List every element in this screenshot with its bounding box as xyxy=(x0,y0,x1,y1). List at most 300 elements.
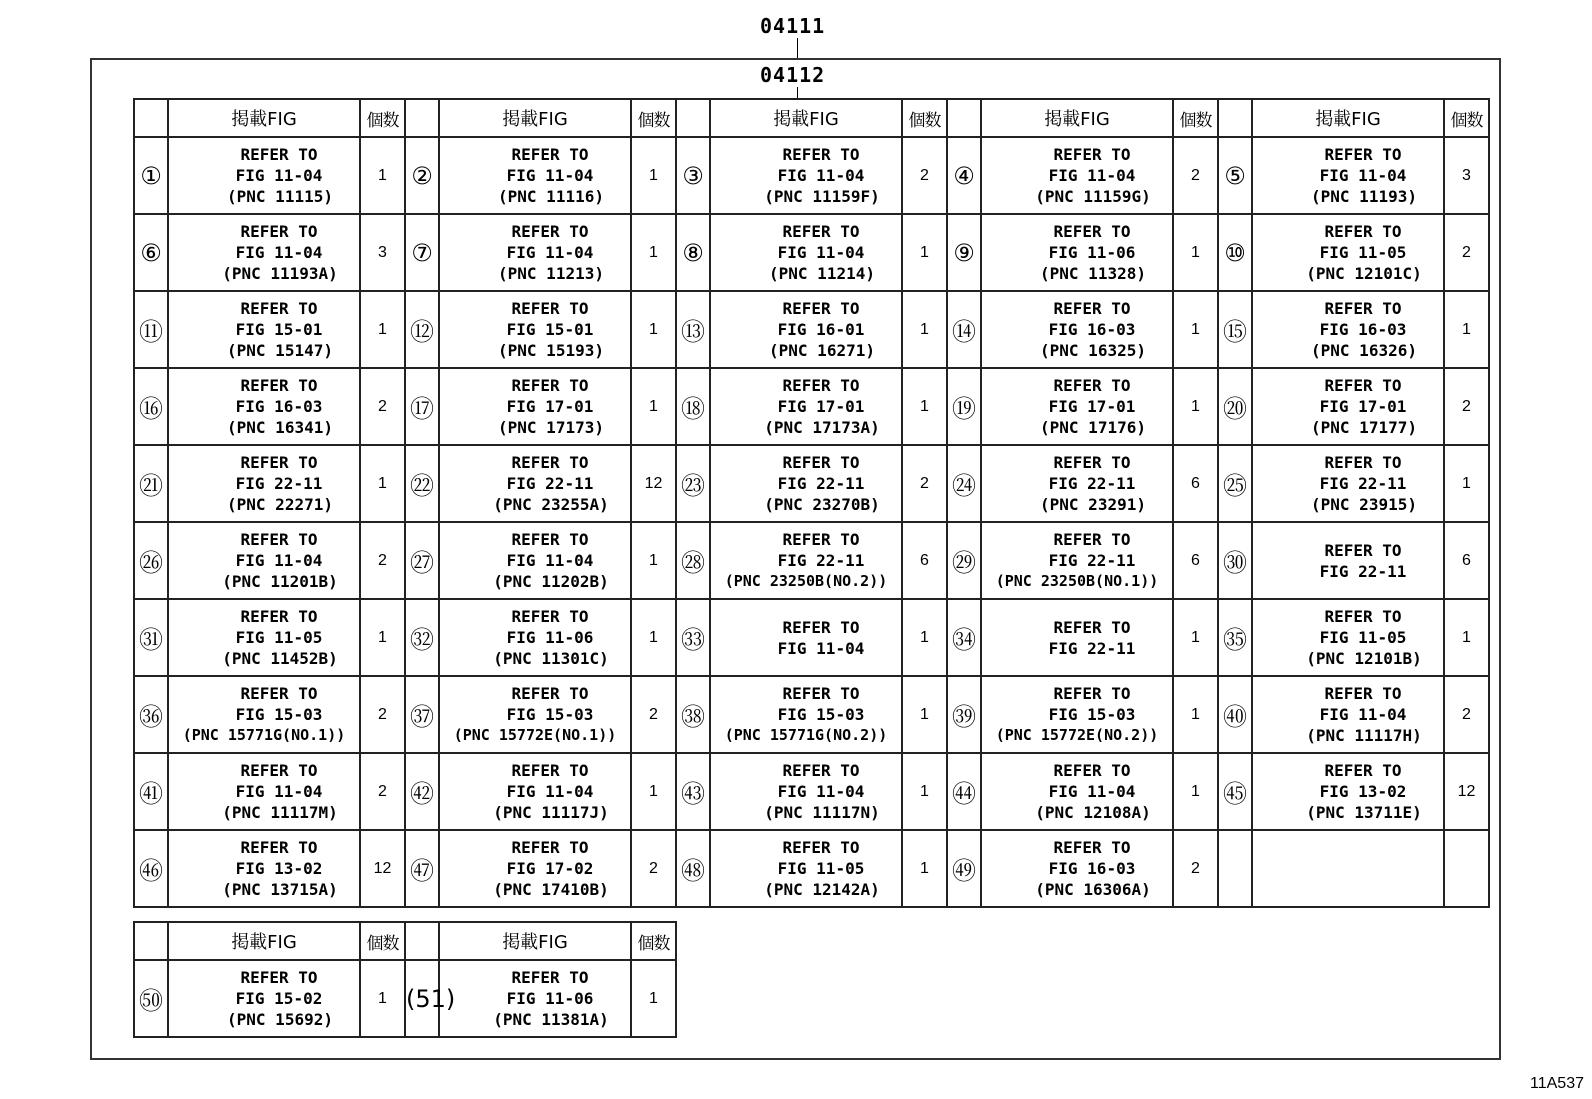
quantity: 2 xyxy=(902,445,947,522)
refer-to-text: REFER TO xyxy=(240,684,318,703)
pnc-number: (PNC 11117M) xyxy=(222,803,338,822)
refer-to-text: REFER TO xyxy=(782,617,860,637)
refer-to-text: REFER TO xyxy=(782,684,860,703)
quantity: 2 xyxy=(1444,676,1489,753)
refer-to-text: REFER TO xyxy=(1053,222,1131,241)
header-qty: 個数 xyxy=(902,99,947,137)
fig-reference: FIG 11-06 xyxy=(506,628,594,647)
pnc-number: (PNC 11301C) xyxy=(493,649,609,668)
fig-reference: FIG 11-04 xyxy=(777,638,865,658)
fig-reference: FIG 11-04 xyxy=(235,243,323,262)
quantity: 1 xyxy=(631,214,676,291)
fig-reference: FIG 22-11 xyxy=(1319,474,1407,493)
reference-cell xyxy=(168,960,360,1037)
item-number: ㊹ xyxy=(947,753,981,830)
pnc-number: (PNC 16326) xyxy=(1311,341,1417,360)
quantity: 3 xyxy=(360,214,405,291)
quantity: 1 xyxy=(360,291,405,368)
header-num-cell xyxy=(134,99,168,137)
refer-to-text: REFER TO xyxy=(240,761,318,780)
fig-reference: FIG 11-04 xyxy=(777,166,865,185)
quantity: 2 xyxy=(1173,137,1218,214)
refer-to-text: REFER TO xyxy=(240,968,318,987)
reference-cell xyxy=(439,291,631,368)
pnc-number: (PNC 15771G(NO.2)) xyxy=(724,726,888,744)
fig-reference: FIG 11-05 xyxy=(235,628,323,647)
item-number xyxy=(1218,830,1252,907)
quantity: 1 xyxy=(1173,753,1218,830)
item-number: ㉒ xyxy=(405,445,439,522)
reference-cell xyxy=(710,676,902,753)
pnc-number: (PNC 11115) xyxy=(227,187,333,206)
reference-table-main xyxy=(133,98,1490,908)
quantity: 1 xyxy=(360,445,405,522)
quantity: 1 xyxy=(631,137,676,214)
fig-reference: FIG 15-01 xyxy=(235,320,323,339)
reference-cell xyxy=(439,830,631,907)
pnc-number: (PNC 11116) xyxy=(498,187,604,206)
fig-reference: FIG 11-04 xyxy=(1048,166,1136,185)
refer-to-text: REFER TO xyxy=(511,684,589,703)
item-number: ⑪ xyxy=(134,291,168,368)
pnc-number: (PNC 15147) xyxy=(227,341,333,360)
reference-cell xyxy=(981,599,1173,676)
reference-cell xyxy=(710,291,902,368)
refer-to-text: REFER TO xyxy=(1324,453,1402,472)
pnc-number: (PNC 12101C) xyxy=(1306,264,1422,283)
fig-reference: FIG 22-11 xyxy=(777,551,865,570)
item-number: ㊼ xyxy=(405,830,439,907)
quantity: 2 xyxy=(360,522,405,599)
reference-table-extra xyxy=(133,921,677,1038)
reference-cell xyxy=(710,368,902,445)
fig-reference: FIG 17-02 xyxy=(506,859,594,878)
reference-cell xyxy=(439,214,631,291)
refer-to-text: REFER TO xyxy=(782,145,860,164)
quantity: 1 xyxy=(360,960,405,1037)
refer-to-text: REFER TO xyxy=(1053,684,1131,703)
fig-reference: FIG 17-01 xyxy=(1319,397,1407,416)
fig-reference: FIG 13-02 xyxy=(1319,782,1407,801)
refer-to-text: REFER TO xyxy=(240,838,318,857)
item-number: ㉘ xyxy=(676,522,710,599)
item-number: ㊶ xyxy=(134,753,168,830)
quantity: 6 xyxy=(1444,522,1489,599)
fig-reference: FIG 15-02 xyxy=(235,989,323,1008)
fig-reference: FIG 11-04 xyxy=(235,166,323,185)
refer-to-text: REFER TO xyxy=(511,299,589,318)
refer-to-text: REFER TO xyxy=(511,376,589,395)
item-number: ㉚ xyxy=(1218,522,1252,599)
quantity: 1 xyxy=(902,291,947,368)
item-number: ㊴ xyxy=(947,676,981,753)
fig-reference: FIG 11-06 xyxy=(1048,243,1136,262)
reference-cell xyxy=(168,137,360,214)
reference-cell xyxy=(168,214,360,291)
refer-to-text: REFER TO xyxy=(240,145,318,164)
quantity: 1 xyxy=(631,599,676,676)
item-number: ㉖ xyxy=(134,522,168,599)
fig-reference: FIG 11-04 xyxy=(506,551,594,570)
item-number: ⑭ xyxy=(947,291,981,368)
reference-cell xyxy=(981,522,1173,599)
fig-reference: FIG 16-01 xyxy=(777,320,865,339)
refer-to-text: REFER TO xyxy=(511,453,589,472)
pnc-number: (PNC 23270B) xyxy=(764,495,880,514)
reference-cell xyxy=(439,676,631,753)
quantity: 1 xyxy=(1173,368,1218,445)
pnc-number: (PNC 11214) xyxy=(769,264,875,283)
pnc-number: (PNC 11201B) xyxy=(222,572,338,591)
header-qty: 個数 xyxy=(631,922,676,960)
fig-reference: FIG 16-03 xyxy=(1048,320,1136,339)
quantity: 2 xyxy=(1444,368,1489,445)
header-qty: 個数 xyxy=(360,922,405,960)
pnc-number: (PNC 15193) xyxy=(498,341,604,360)
table-row xyxy=(134,599,1489,676)
refer-to-text: REFER TO xyxy=(782,222,860,241)
pnc-number: (PNC 13715A) xyxy=(222,880,338,899)
fig-reference: FIG 15-03 xyxy=(777,705,865,724)
header-fig: 掲載FIG xyxy=(710,99,902,137)
header-fig: 掲載FIG xyxy=(439,922,631,960)
table-row xyxy=(134,137,1489,214)
item-number: ㉜ xyxy=(405,599,439,676)
reference-cell xyxy=(710,753,902,830)
fig-reference: FIG 11-04 xyxy=(1319,166,1407,185)
refer-to-text: REFER TO xyxy=(1324,222,1402,241)
pnc-number: (PNC 17410B) xyxy=(493,880,609,899)
pnc-number: (PNC 12108A) xyxy=(1035,803,1151,822)
refer-to-text: REFER TO xyxy=(1053,617,1131,637)
pnc-number: (PNC 11159F) xyxy=(764,187,880,206)
refer-to-text: REFER TO xyxy=(511,761,589,780)
fig-reference: FIG 15-03 xyxy=(506,705,594,724)
pnc-number: (PNC 11117J) xyxy=(493,803,609,822)
pnc-number: (PNC 11452B) xyxy=(222,649,338,668)
item-number: ⑫ xyxy=(405,291,439,368)
quantity: 2 xyxy=(1173,830,1218,907)
header-fig: 掲載FIG xyxy=(981,99,1173,137)
reference-cell xyxy=(1252,445,1444,522)
refer-to-text: REFER TO xyxy=(1053,299,1131,318)
fig-reference: FIG 22-11 xyxy=(1048,474,1136,493)
reference-cell xyxy=(439,137,631,214)
fig-reference: FIG 15-03 xyxy=(235,705,323,724)
pnc-number: (PNC 23291) xyxy=(1040,495,1146,514)
fig-reference: FIG 11-04 xyxy=(1048,782,1136,801)
refer-to-text: REFER TO xyxy=(511,222,589,241)
item-number: ㉕ xyxy=(1218,445,1252,522)
fig-reference: FIG 22-11 xyxy=(506,474,594,493)
table-row xyxy=(134,445,1489,522)
fig-reference: FIG 16-03 xyxy=(1319,320,1407,339)
refer-to-text: REFER TO xyxy=(1053,761,1131,780)
fig-reference: FIG 11-04 xyxy=(506,782,594,801)
table-row xyxy=(134,291,1489,368)
refer-to-text: REFER TO xyxy=(511,968,589,987)
refer-to-text: REFER TO xyxy=(1053,145,1131,164)
item-number: ㊸ xyxy=(676,753,710,830)
fig-reference: FIG 11-04 xyxy=(506,243,594,262)
fig-reference: FIG 11-04 xyxy=(1319,705,1407,724)
item-number: ㉞ xyxy=(947,599,981,676)
table-header-row xyxy=(134,99,1489,137)
header-qty: 個数 xyxy=(1444,99,1489,137)
quantity: 12 xyxy=(1444,753,1489,830)
quantity: 1 xyxy=(1444,291,1489,368)
item-number: ㊺ xyxy=(1218,753,1252,830)
pnc-number: (PNC 16306A) xyxy=(1035,880,1151,899)
item-number: ㉝ xyxy=(676,599,710,676)
fig-reference: FIG 11-05 xyxy=(777,859,865,878)
pnc-number: (PNC 11193) xyxy=(1311,187,1417,206)
header-fig: 掲載FIG xyxy=(168,922,360,960)
quantity: 2 xyxy=(360,368,405,445)
quantity: 1 xyxy=(631,368,676,445)
header-qty: 個数 xyxy=(360,99,405,137)
reference-cell xyxy=(439,599,631,676)
reference-cell xyxy=(981,830,1173,907)
refer-to-text: REFER TO xyxy=(782,838,860,857)
refer-to-text: REFER TO xyxy=(511,145,589,164)
reference-cell xyxy=(168,368,360,445)
quantity: 1 xyxy=(902,368,947,445)
reference-cell xyxy=(1252,137,1444,214)
fig-reference: FIG 13-02 xyxy=(235,859,323,878)
refer-to-text: REFER TO xyxy=(1324,540,1402,560)
reference-cell xyxy=(439,368,631,445)
item-number: ㉗ xyxy=(405,522,439,599)
item-number: ④ xyxy=(947,137,981,214)
pnc-number: (PNC 23915) xyxy=(1311,495,1417,514)
quantity: 2 xyxy=(631,676,676,753)
item-number: ㉑ xyxy=(134,445,168,522)
reference-cell xyxy=(981,445,1173,522)
table-row xyxy=(134,522,1489,599)
reference-cell xyxy=(981,214,1173,291)
quantity: 3 xyxy=(1444,137,1489,214)
header-num-cell xyxy=(947,99,981,137)
item-number: ㊽ xyxy=(676,830,710,907)
refer-to-text: REFER TO xyxy=(1053,530,1131,549)
item-number: ㉙ xyxy=(947,522,981,599)
table-row xyxy=(134,830,1489,907)
refer-to-text: REFER TO xyxy=(1324,684,1402,703)
fig-reference: FIG 22-11 xyxy=(777,474,865,493)
item-number: ⑨ xyxy=(947,214,981,291)
reference-cell xyxy=(1252,676,1444,753)
quantity: 1 xyxy=(360,599,405,676)
reference-cell xyxy=(168,522,360,599)
header-num-cell xyxy=(405,99,439,137)
leader-line xyxy=(797,38,798,58)
quantity: 2 xyxy=(1444,214,1489,291)
item-number: ⑥ xyxy=(134,214,168,291)
reference-cell xyxy=(1252,522,1444,599)
refer-to-text: REFER TO xyxy=(1324,145,1402,164)
reference-cell xyxy=(1252,368,1444,445)
refer-to-text: REFER TO xyxy=(240,530,318,549)
item-number: ㊷ xyxy=(405,753,439,830)
fig-reference: FIG 11-05 xyxy=(1319,243,1407,262)
fig-reference: FIG 11-04 xyxy=(777,243,865,262)
header-num-cell xyxy=(134,922,168,960)
reference-cell xyxy=(981,368,1173,445)
quantity: 1 xyxy=(631,960,676,1037)
pnc-number: (PNC 11381A) xyxy=(493,1010,609,1029)
item-number: ⑳ xyxy=(1218,368,1252,445)
fig-reference: FIG 22-11 xyxy=(1048,638,1136,658)
fig-reference: FIG 16-03 xyxy=(1048,859,1136,878)
fig-reference: FIG 11-04 xyxy=(777,782,865,801)
refer-to-text: REFER TO xyxy=(782,299,860,318)
item-number: ⑰ xyxy=(405,368,439,445)
item-number: ㊾ xyxy=(947,830,981,907)
header-num-cell xyxy=(676,99,710,137)
reference-cell xyxy=(439,753,631,830)
pnc-number: (PNC 11213) xyxy=(498,264,604,283)
header-qty: 個数 xyxy=(631,99,676,137)
quantity: 1 xyxy=(631,753,676,830)
reference-cell xyxy=(168,291,360,368)
quantity: 1 xyxy=(1173,676,1218,753)
pnc-number: (PNC 22271) xyxy=(227,495,333,514)
refer-to-text: REFER TO xyxy=(1053,376,1131,395)
reference-cell xyxy=(710,830,902,907)
pnc-number: (PNC 11159G) xyxy=(1035,187,1151,206)
fig-reference: FIG 11-04 xyxy=(506,166,594,185)
item-number: ⑱ xyxy=(676,368,710,445)
pnc-number: (PNC 16325) xyxy=(1040,341,1146,360)
header-fig: 掲載FIG xyxy=(1252,99,1444,137)
pnc-number: (PNC 17177) xyxy=(1311,418,1417,437)
fig-reference: FIG 11-06 xyxy=(506,989,594,1008)
item-number: ㉔ xyxy=(947,445,981,522)
refer-to-text: REFER TO xyxy=(240,453,318,472)
reference-cell xyxy=(710,522,902,599)
item-number: ③ xyxy=(676,137,710,214)
illustration-id: 11A537 xyxy=(1530,1075,1584,1092)
refer-to-text: REFER TO xyxy=(1053,453,1131,472)
quantity: 2 xyxy=(360,676,405,753)
refer-to-text: REFER TO xyxy=(240,376,318,395)
pnc-number: (PNC 23250B(NO.1)) xyxy=(995,572,1159,590)
table-row xyxy=(134,753,1489,830)
refer-to-text: REFER TO xyxy=(1324,299,1402,318)
fig-reference: FIG 11-04 xyxy=(235,551,323,570)
reference-cell xyxy=(710,445,902,522)
reference-cell xyxy=(710,599,902,676)
reference-cell xyxy=(1252,291,1444,368)
item-number: ② xyxy=(405,137,439,214)
item-number: ㊲ xyxy=(405,676,439,753)
header-num-cell xyxy=(1218,99,1252,137)
pnc-number: (PNC 11202B) xyxy=(493,572,609,591)
fig-reference: FIG 17-01 xyxy=(506,397,594,416)
fig-reference: FIG 17-01 xyxy=(777,397,865,416)
item-number: ⑤ xyxy=(1218,137,1252,214)
reference-cell xyxy=(439,445,631,522)
refer-to-text: REFER TO xyxy=(1324,376,1402,395)
pnc-number: (PNC 16271) xyxy=(769,341,875,360)
refer-to-text: REFER TO xyxy=(782,376,860,395)
refer-to-text: REFER TO xyxy=(240,222,318,241)
item-number: (51) xyxy=(405,960,439,1037)
quantity: 1 xyxy=(1173,599,1218,676)
item-number: ㉓ xyxy=(676,445,710,522)
fig-reference: FIG 22-11 xyxy=(1048,551,1136,570)
fig-reference: FIG 15-03 xyxy=(1048,705,1136,724)
item-number: ⑩ xyxy=(1218,214,1252,291)
header-qty: 個数 xyxy=(1173,99,1218,137)
quantity xyxy=(1444,830,1489,907)
item-number: ① xyxy=(134,137,168,214)
refer-to-text: REFER TO xyxy=(511,838,589,857)
quantity: 1 xyxy=(1173,291,1218,368)
sub-assembly-code: 04112 xyxy=(760,63,826,87)
refer-to-text: REFER TO xyxy=(782,530,860,549)
quantity: 6 xyxy=(1173,522,1218,599)
refer-to-text: REFER TO xyxy=(1324,761,1402,780)
quantity: 12 xyxy=(631,445,676,522)
quantity: 2 xyxy=(902,137,947,214)
item-number: ⑬ xyxy=(676,291,710,368)
item-number: ㊻ xyxy=(134,830,168,907)
pnc-number: (PNC 12142A) xyxy=(764,880,880,899)
table-row xyxy=(134,960,676,1037)
quantity: 12 xyxy=(360,830,405,907)
table-row xyxy=(134,368,1489,445)
reference-cell xyxy=(168,753,360,830)
pnc-number: (PNC 23255A) xyxy=(493,495,609,514)
refer-to-text: REFER TO xyxy=(511,607,589,626)
item-number: ㊳ xyxy=(676,676,710,753)
pnc-number: (PNC 17173A) xyxy=(764,418,880,437)
reference-cell xyxy=(168,445,360,522)
reference-cell xyxy=(168,830,360,907)
refer-to-text: REFER TO xyxy=(1324,607,1402,626)
reference-cell xyxy=(1252,214,1444,291)
item-number: ㊿ xyxy=(134,960,168,1037)
item-number: ㊱ xyxy=(134,676,168,753)
item-number: ㉟ xyxy=(1218,599,1252,676)
quantity: 1 xyxy=(902,753,947,830)
refer-to-text: REFER TO xyxy=(511,530,589,549)
table-header-row xyxy=(134,922,676,960)
fig-reference: FIG 22-11 xyxy=(235,474,323,493)
refer-to-text: REFER TO xyxy=(240,299,318,318)
reference-cell xyxy=(710,214,902,291)
item-number: ⑦ xyxy=(405,214,439,291)
reference-cell xyxy=(710,137,902,214)
quantity: 1 xyxy=(902,599,947,676)
reference-cell xyxy=(981,291,1173,368)
pnc-number: (PNC 11328) xyxy=(1040,264,1146,283)
refer-to-text: REFER TO xyxy=(782,761,860,780)
fig-reference: FIG 16-03 xyxy=(235,397,323,416)
quantity: 1 xyxy=(1444,445,1489,522)
reference-cell xyxy=(1252,753,1444,830)
pnc-number: (PNC 13711E) xyxy=(1306,803,1422,822)
reference-cell xyxy=(981,676,1173,753)
quantity: 1 xyxy=(1173,214,1218,291)
refer-to-text: REFER TO xyxy=(782,453,860,472)
table-row xyxy=(134,676,1489,753)
header-fig: 掲載FIG xyxy=(439,99,631,137)
header-num-cell xyxy=(405,922,439,960)
pnc-number: (PNC 11117N) xyxy=(764,803,880,822)
